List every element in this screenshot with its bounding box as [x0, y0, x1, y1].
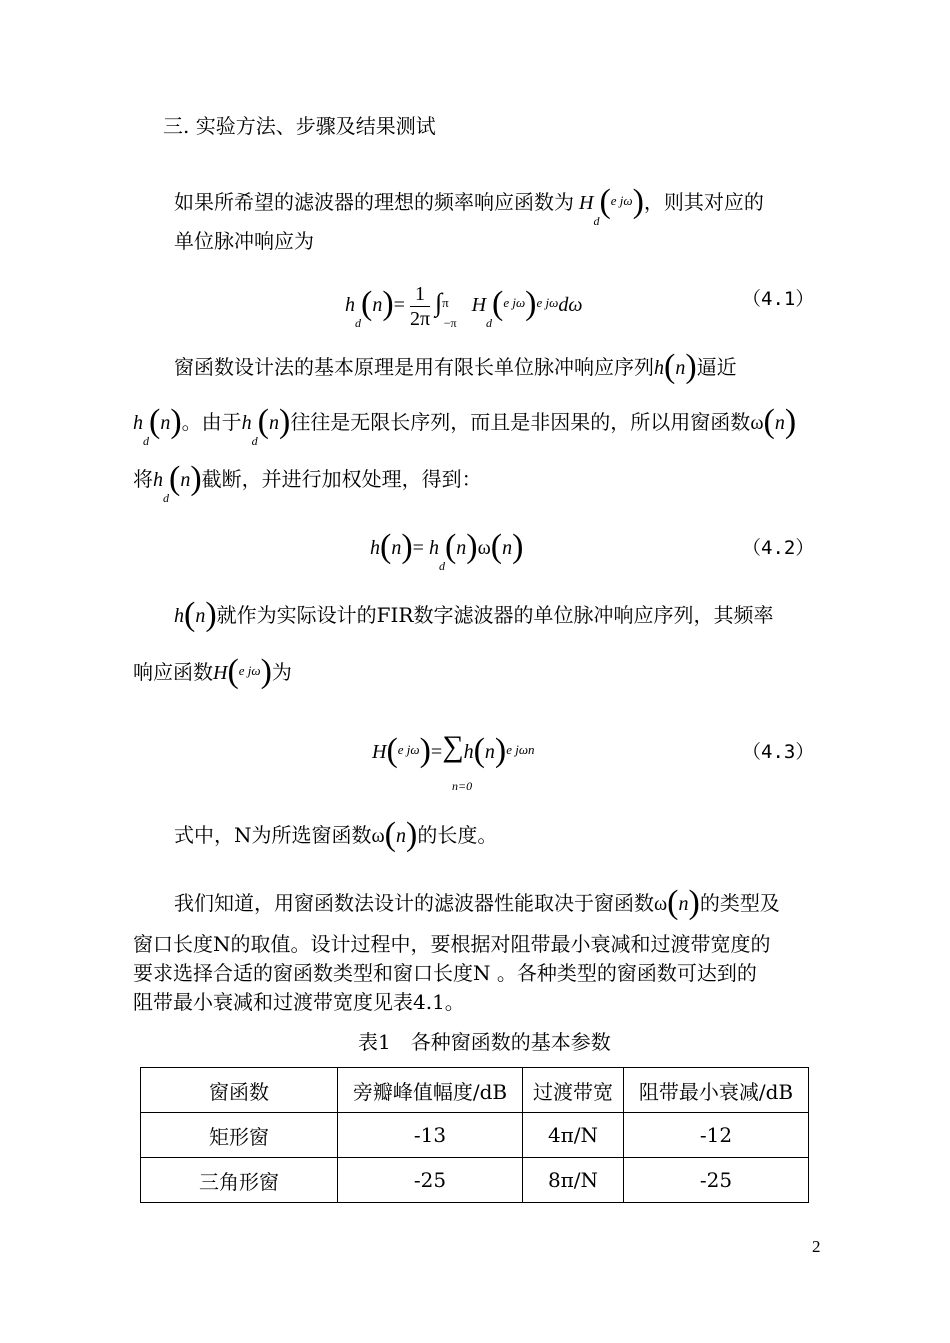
- para3-line1: [174, 596, 774, 633]
- para5-line1: [174, 884, 780, 921]
- table-cell: -13: [338, 1113, 523, 1158]
- table-header-row: [141, 1068, 809, 1113]
- equation-4-1: $h_d(n)=$ $\frac{1}{2\pi}$ ∫$^\pi$ $_{-\pi}$ $H_d(^{e j\omega})^{e j\omega}d\omega$: [345, 283, 583, 331]
- table-cell: -25: [338, 1158, 523, 1203]
- table-header-cell: 窗函数: [141, 1068, 338, 1113]
- equation-4-3: $H(^{e j\omega})=\sum h(n)^{e j\omega n}$: [372, 730, 535, 769]
- table-cell: -25: [624, 1158, 809, 1203]
- eq-number-4-2: （4.2）: [742, 537, 815, 559]
- para1-text-after: ，则其对应的: [643, 190, 764, 214]
- para5-line2: 窗口长度N的取值。设计过程中，要根据对阻带最小衰减和过渡带宽度的: [133, 932, 771, 956]
- table-cell: 8π/N: [523, 1158, 624, 1203]
- eq-number-4-3: （4.3）: [742, 741, 815, 763]
- para1-text-before: 如果所希望的滤波器的理想的频率响应函数为: [174, 190, 574, 214]
- para2-text-2a: 。由于: [181, 410, 242, 434]
- table-cell: 4π/N: [523, 1113, 624, 1158]
- para2-line2: [133, 403, 797, 448]
- para3-text-1: 就作为实际设计的FIR数字滤波器的单位脉冲响应序列，其频率: [216, 603, 774, 627]
- math-hd-n-2: $h_d(n)$: [241, 403, 291, 448]
- table-row: [141, 1158, 809, 1203]
- table-cell: 三角形窗: [141, 1158, 338, 1203]
- para2-text-2b: 往往是无限长序列，而且是非因果的，所以用窗函数: [290, 410, 751, 434]
- para2-text-1-end: 逼近: [696, 355, 737, 379]
- para2-line1: [174, 348, 737, 385]
- math-omega-n-2: ω(n): [371, 816, 418, 853]
- para3-text-2a: 响应函数: [133, 660, 213, 684]
- math-hd-n-3: $h_d(n)$: [153, 460, 202, 505]
- para3-text-2b: 为: [271, 660, 292, 684]
- para2-text-3b: 截断，并进行加权处理，得到：: [201, 467, 482, 491]
- equation-4-2: $h(n)= h_d(n)\omega(n)$: [370, 528, 524, 573]
- math-hd-n: $h_d(n)$: [133, 403, 182, 448]
- table-header-cell: 旁瓣峰值幅度/dB: [338, 1068, 523, 1113]
- para4-text-a: 式中，N为所选窗函数: [174, 823, 372, 847]
- eq3-sum-lower: n=0: [452, 779, 473, 793]
- para2-text-1: 窗函数设计法的基本原理是用有限长单位脉冲响应序列: [174, 355, 654, 379]
- para5-line4: 阻带最小衰减和过渡带宽度见表4.1。: [133, 990, 465, 1014]
- window-params-table: [140, 1067, 809, 1203]
- eq1-fraction: $\frac{1}{2\pi}$: [409, 283, 431, 330]
- para2-text-3a: 将: [133, 467, 153, 491]
- math-omega-n: ω(n): [750, 403, 797, 440]
- para4: [174, 816, 498, 853]
- math-h-n-2: h(n): [174, 596, 217, 633]
- table-row: [141, 1113, 809, 1158]
- table-cell: -12: [624, 1113, 809, 1158]
- page-number: 2: [812, 1237, 821, 1256]
- para1-line2: 单位脉冲响应为: [174, 229, 314, 253]
- para1-line1: [174, 183, 764, 228]
- math-H-ejw: H($^{e j\omega}$): [213, 653, 272, 690]
- para4-text-b: 的长度。: [417, 823, 498, 847]
- math-h-n: h(n): [654, 348, 697, 385]
- table-caption: 表1 各种窗函数的基本参数: [358, 1030, 611, 1054]
- section-heading: 三. 实验方法、步骤及结果测试: [163, 114, 436, 138]
- para5-text-1a: 我们知道，用窗函数法设计的滤波器性能取决于窗函数: [174, 891, 654, 915]
- math-Hd-ejw: $H_d(^{e j\omega})$: [574, 183, 644, 228]
- para5-text-1b: 的类型及: [699, 891, 780, 915]
- para2-line3: [133, 460, 482, 505]
- para3-line2: [133, 655, 292, 689]
- table-header-cell: 过渡带宽: [523, 1068, 624, 1113]
- math-omega-n-3: ω(n): [654, 884, 700, 921]
- table-cell: 矩形窗: [141, 1113, 338, 1158]
- eq-number-4-1: （4.1）: [742, 288, 815, 310]
- para5-line3: 要求选择合适的窗函数类型和窗口长度N 。各种类型的窗函数可达到的: [133, 961, 757, 985]
- table-header-cell: 阻带最小衰减/dB: [624, 1068, 809, 1113]
